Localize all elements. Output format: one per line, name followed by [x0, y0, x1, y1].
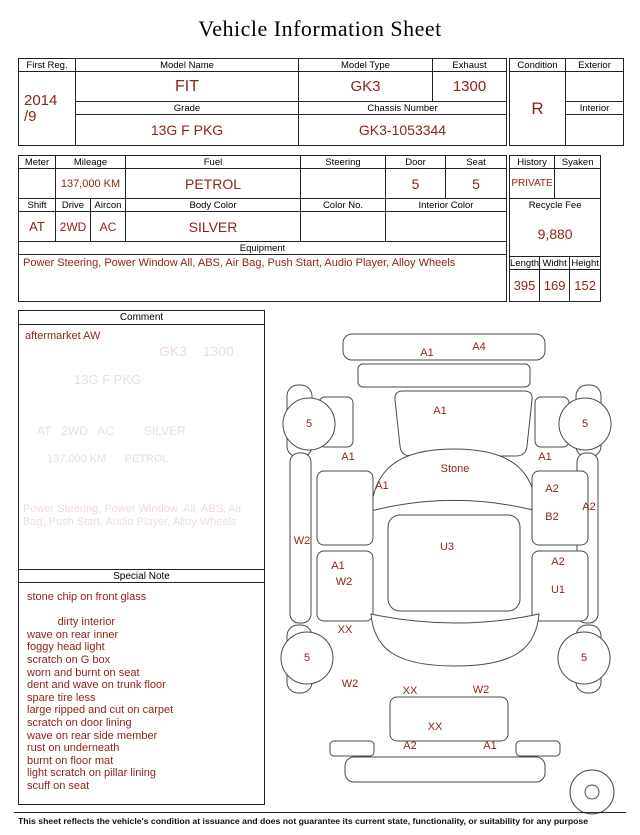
- door-label: Door: [386, 156, 446, 169]
- first-reg-value: [19, 72, 76, 145]
- exhaust-label: Exhaust: [433, 59, 506, 72]
- length-value: 395: [510, 270, 540, 301]
- history-label: History: [510, 156, 555, 169]
- chassis-number-label: Chassis Number: [299, 102, 506, 115]
- diagram-label-a2: A2: [582, 501, 596, 513]
- exterior-label: Exterior: [566, 59, 623, 72]
- diagram-label-w2: W2: [335, 576, 353, 588]
- special-note-item: [27, 604, 260, 617]
- special-note-item: scuff on seat: [27, 779, 90, 792]
- special-note-item: dent and wave on trunk floor: [27, 679, 166, 692]
- aircon-label: Aircon: [91, 199, 126, 212]
- interior-color-label: Interior Color: [386, 199, 506, 212]
- aircon-value: AC: [91, 212, 126, 242]
- height-label: Height: [571, 257, 599, 269]
- history-value: PRIVATE: [510, 169, 555, 199]
- condition-label: Condition: [510, 59, 566, 72]
- registration-table: [18, 58, 507, 146]
- body-color-value: SILVER: [126, 212, 301, 242]
- page-title: Vehicle Information Sheet: [198, 16, 442, 41]
- rear-bumper-shape: [345, 757, 545, 782]
- diagram-label-u1: U1: [550, 584, 566, 596]
- condition-value: R: [510, 72, 566, 145]
- interior-label: Interior: [566, 102, 623, 115]
- special-note-item: wave on rear inner: [27, 628, 119, 641]
- diagram-label-a1: A1: [538, 451, 552, 463]
- ghost-bleed-text: 13G F PKG: [74, 372, 142, 387]
- grade-label: Grade: [76, 102, 299, 115]
- door-rear-left-shape: [317, 551, 373, 621]
- comment-body: [19, 325, 264, 569]
- fuel-value: PETROL: [126, 169, 301, 199]
- corner-bar-right-shape: [516, 741, 560, 756]
- spec-table: [18, 155, 507, 302]
- corner-bar-left-shape: [330, 741, 374, 756]
- comment-panel: [18, 310, 265, 805]
- chassis-number-value: GK3-1053344: [358, 122, 447, 138]
- special-note-item: dirty interior: [27, 616, 116, 629]
- body-color-label: Body Color: [126, 199, 301, 212]
- seat-label: Seat: [446, 156, 506, 169]
- door-value: 5: [386, 169, 446, 199]
- history-table: [509, 155, 601, 302]
- length-label: Length: [510, 257, 540, 269]
- width-label: Widht: [540, 257, 570, 270]
- diagram-label-a1: A1: [433, 405, 447, 417]
- comment-header: Comment: [19, 311, 264, 325]
- mileage-label: Mileage: [56, 156, 126, 169]
- meter-label: Meter: [19, 156, 56, 169]
- mileage-value: 137,000 KM: [56, 169, 126, 199]
- diagram-label-xx: XX: [427, 721, 443, 733]
- sill-left-shape: [290, 453, 311, 623]
- special-note-header: Special Note: [19, 569, 264, 583]
- front-core-support-shape: [358, 364, 530, 387]
- grade-value: 13G F PKG: [76, 115, 299, 145]
- door-front-right-shape: [532, 471, 588, 545]
- exhaust-value: 1300: [433, 72, 506, 102]
- special-note-item: worn and burnt on seat: [27, 666, 140, 679]
- special-note-item: foggy head light: [27, 641, 105, 654]
- syaken-value: [555, 169, 600, 199]
- color-no-label: Color No.: [301, 199, 386, 212]
- ghost-bleed-text: Power Steering, Power Window All, ABS, Air Bag, Push Start, Audio Player, Alloy Wheels: [23, 503, 245, 528]
- steering-label: Steering: [301, 156, 386, 169]
- footer-divider: [14, 812, 626, 813]
- diagram-label-5: 5: [303, 652, 311, 664]
- diagram-label-xx: XX: [337, 624, 353, 636]
- diagram-label-a4: A4: [472, 341, 486, 353]
- meter-value: [19, 169, 56, 199]
- ghost-bleed-text: 137,000 KM PETROL: [47, 453, 169, 465]
- rear-window-shape: [371, 614, 539, 666]
- diagram-label-w2: W2: [341, 678, 359, 690]
- diagram-label-5: 5: [581, 418, 589, 430]
- diagram-label-5: 5: [305, 418, 313, 430]
- model-type-label: Model Type: [299, 59, 433, 72]
- diagram-label-u3: U3: [439, 541, 455, 553]
- diagram-label-a1: A1: [331, 560, 345, 572]
- special-note-item: scratch on G box: [27, 653, 111, 666]
- special-note-list: [19, 583, 264, 793]
- diagram-label-xx: XX: [402, 685, 418, 697]
- special-note-item: stone chip on front glass: [27, 591, 147, 603]
- footer-disclaimer: This sheet reflects the vehicle's condition at issuance and does not guarantee its current state, functionality, or suitability for any purpose: [18, 816, 589, 826]
- front-bumper-shape: [343, 334, 545, 360]
- recycle-fee-value: 9,880: [510, 212, 600, 257]
- ghost-bleed-text: AT 2WD AC SILVER: [37, 424, 186, 438]
- shift-label: Shift: [19, 199, 56, 212]
- wheel-rear-right: [558, 632, 610, 684]
- first-reg-month: /9: [24, 107, 37, 125]
- drive-label: Drive: [56, 199, 91, 212]
- floor-pan-shape: [388, 515, 520, 611]
- car-condition-diagram: [270, 325, 635, 825]
- diagram-label-5: 5: [580, 652, 588, 664]
- model-type-value: GK3: [299, 72, 433, 102]
- special-note-item: spare tire less: [27, 691, 96, 704]
- wheel-front-right: [559, 398, 611, 450]
- shift-value: AT: [19, 212, 56, 242]
- diagram-label-a2: A2: [551, 556, 565, 568]
- ghost-bleed-text: GK3 1300: [159, 343, 234, 359]
- model-name-label: Model Name: [76, 59, 299, 72]
- fuel-label: Fuel: [126, 156, 301, 169]
- drive-value: 2WD: [56, 212, 91, 242]
- door-rear-right-shape: [532, 551, 588, 621]
- diagram-label-stone: Stone: [440, 463, 470, 475]
- diagram-label-a2: A2: [545, 483, 559, 495]
- equipment-label: Equipment: [19, 242, 506, 255]
- special-note-item: wave on rear side member: [27, 729, 158, 742]
- wheel-rear-left: [281, 632, 333, 684]
- first-reg-label: First Reg.: [19, 59, 76, 72]
- special-note-item: light scratch on pillar lining: [27, 767, 157, 780]
- special-note-item: large ripped and cut on carpet: [27, 704, 174, 717]
- model-name-value: FIT: [76, 72, 299, 102]
- interior-color-value: [386, 212, 506, 242]
- diagram-label-w2: W2: [472, 684, 490, 696]
- diagram-label-b2: B2: [545, 511, 559, 523]
- steering-value: [301, 169, 386, 199]
- recycle-fee-label: Recycle Fee: [528, 200, 582, 211]
- color-no-value: [301, 212, 386, 242]
- rear-panel-shape: [390, 697, 508, 741]
- first-reg-year: 2014: [24, 91, 58, 109]
- diagram-label-a2: A2: [403, 740, 417, 752]
- special-note-item: rust on underneath: [27, 742, 120, 755]
- comment-text: aftermarket AW: [25, 330, 101, 342]
- special-note-item: scratch on door lining: [27, 716, 132, 729]
- special-note-item: burnt on floor mat: [27, 754, 114, 767]
- diagram-label-a1: A1: [341, 451, 355, 463]
- exterior-value: [566, 72, 623, 102]
- diagram-label-a1: A1: [375, 480, 389, 492]
- door-front-left-shape: [317, 471, 373, 545]
- seat-value: 5: [446, 169, 506, 199]
- hood-shape: [395, 391, 532, 456]
- interior-value: [566, 115, 623, 145]
- condition-table: [509, 58, 624, 146]
- width-value: 169: [540, 270, 570, 301]
- wheel-front-left: [283, 398, 335, 450]
- height-value: 152: [574, 278, 596, 293]
- spare-tire-hub: [585, 785, 599, 799]
- syaken-label: Syaken: [555, 156, 600, 169]
- diagram-label-a1: A1: [483, 740, 497, 752]
- diagram-label-w2: W2: [293, 535, 311, 547]
- windshield-shape: [371, 449, 537, 511]
- diagram-label-a1: A1: [420, 347, 434, 359]
- equipment-value: Power Steering, Power Window All, ABS, Air Bag, Push Start, Audio Player, Alloy Wheels: [23, 257, 456, 269]
